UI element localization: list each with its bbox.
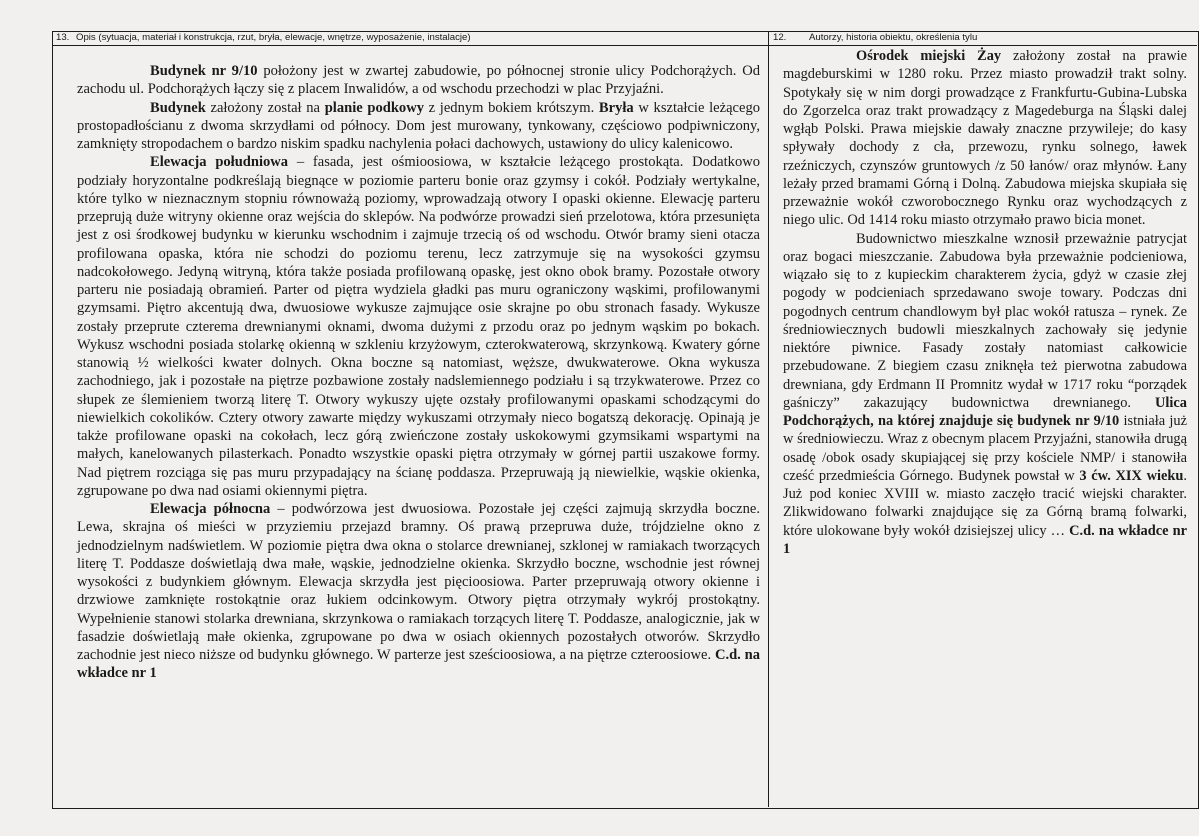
history-section-number: 12. (773, 32, 787, 43)
paragraph-text: założony został na (205, 99, 325, 116)
history-section-title: Autorzy, historia obiektu, określenia tylu (809, 32, 978, 43)
paragraph-text: Budownictwo mieszkalne wznosił przeważnie patrycjat oraz bogaci mieszczanie. Zabudowa była przeważnie podcieniowa, wiązało się to z kupieckim charakterem życia, gdyż w czasie złej pogody w podcieniach sprzedawano swoje towary. Podczas dni pogodnych centrum chandlowym był plac wokół ratusza – rynek. Ze średniowiecznych budowli mieszkalnych zachowały się jedynie niektóre piwnice. Fasady zostały natomiast całkowicie przebudowane. Z biegiem czasu zniknęła też pierwotna zabudowa drewniana, gdy Erdmann II Promnitz wydał w 1717 roku “porządek gaśniczy” zakazujący budownictwa drewnianego. (783, 230, 1187, 411)
paragraph-text: w kształcie leżącego prostopadłościanu z dwoma skrzydłami od północy. Dom jest murowany, tynkowany, częściowo podpiwniczony, zamknięty stropodachem o bardzo niskim spadku nachylenia połaci dachowych, ustawiony do ulicy kalenicowo. (77, 99, 760, 152)
form-frame (52, 31, 1199, 809)
continuation-note: C.d. na wkładce nr 1 (77, 647, 760, 682)
paragraph-text: położony jest w zwartej zabudowie, po północnej stronie ulicy Podchorążych. Od zachodu ul. Podchorążych łączy się z placem Inwalidów, a od wschodu przechodzi w plac Przyjaźni. (77, 63, 760, 98)
emphasis-text: Ulica Podchorążych, na której znajduje się budynek nr 9/10 (783, 394, 1187, 429)
continuation-note: C.d. na wkładce nr 1 (783, 522, 1187, 557)
description-section-number: 13. (56, 32, 70, 43)
north-elevation-heading: Elewacja północna (150, 501, 271, 517)
emphasis-text: Bryła (598, 99, 634, 116)
paragraph-text: – podwórzowa jest dwuosiowa. Pozostałe jej części zajmują skrzydła boczne. Lewa, skrajna oś mieści w przyziemiu przejazd bramny. Oś prawą przepruwa duże, trójdzielne okno z jednodzielnym nadświetlem. W poziomie piętra dwa okna o stolarce drewnianej, szklonej w ramiakach tworzących literę T. Poddasze doświetlają dwa małe, wąskie, jednodzielne okienka. Skrzydło boczne, wschodnie jest równej wysokości z budynkiem głównym. Elewacja skrzydła jest pięcioosiowa. Parter przepruwają otwory okienne i drzwiowe zamknięte rostokątnie oraz łukiem odcinkowym. Otwory piętra otrzymały wykrój prostokątny. Wypełnienie stanowi stolarka drewniana, skrzynkowa o ramiakach torzących literę T. Poddasze, analogicznie, jak w fasadzie doświetlają małe okienka, zgrupowane po dwa w osiach okiennych pozostałych otworów. Skrzydło zachodnie jest nieco niższe od budynku głównego. W parterze jest sześcioosiowa, a na piętrze czteroosiowe. (77, 501, 760, 663)
description-section-title: Opis (sytuacja, materiał i konstrukcja, rzut, bryła, elewacje, wnętrze, wyposażenie, instalacje) (76, 32, 471, 43)
building-number-heading: Budynek nr 9/10 (150, 63, 258, 79)
town-heading: Ośrodek miejski Żay (856, 48, 1002, 64)
paragraph-text: . Już pod koniec XVIII w. miasto zaczęło tracić wiejski charakter. Zlikwidowano folwarki znajdujące się za Górną bramą folwarki, które ulokowane były wokół dzisiejszej ulicy … (783, 467, 1188, 539)
south-elevation-heading: Elewacja południowa (150, 154, 289, 171)
emphasis-text: 3 ćw. XIX wieku (1079, 467, 1184, 484)
emphasis-text: planie podkowy (324, 99, 424, 116)
paragraph-text: – fasada, jest ośmioosiowa, w kształcie leżącego prostokąta. Dodatkowo podziały horyzontalne podkreślają biegnące w poziomie parteru bonie oraz gzymsy i cokół. Podziały wertykalne, które tylko w nieznacznym stopniu równoważą poziomy, wprowadzają otwory I opaski okienne. Elewację parteru przeprują duże witryny okienne oraz wejścia do sklepów. Na podwórze prowadzi sień przelotowa, która przesunięta jest z osi środkowej budynku w kierunku wschodnim i zajmuje trzecią oś od wschodu. Otwór bramy sieni otacza profilowana opaska, która nie schodzi do poziomu terenu, lecz zatrzymuje się na wysokości gzymsu nadcokołowego. Jedyną witryną, która także posiada profilowaną opaskę, jest okno obok bramy. Pozostałe otwory parteru nie posiadają obramień. Parter od piętra wydziela gładki pas muru ograniczony wąskimi, profilowanymi gzymsami. Piętro akcentują dwa, dwuosiowe wykusze zajmujące osie skrajne po obu stronach fasady. Wykusze zostały przeprute czterema drewnianymi oknami, dwoma dużymi z przodu oraz po jednym wąskim po bokach. Wykusz wschodni posiada stolarkę okienną w szkleniu krzyżowym, czterokwaterową, skrzynkową. Kwatery górne stanowią ½ wielkości kwater dolnych. Okna boczne są natomiast, węższe, dwukwaterowe. Okna wykusza zachodniego, jak i pozostałe na piętrze pozbawione zostały nadslemiennego podziału i są trzykwaterowe. Przez co słupek ze ślemieniem tworzą literę T. Otwory wykuszy ujęte ozstały profilowanymi opaskami schodzącymi do niewielkich cokolików. Cztery otwory zawarte między wykuszami otrzymały nieco bogatszą dekorację. Opinają je także profilowane opaski na cokołach, lecz górą zwieńczone zostały uskokowymi gzymsikami wspartymi na małych, kanelowanych pilasterkach. Ponadto wszystkie opaski piętra otrzymały w górnej partii uszakowe formy. Nad piętrem rozciąga się pas muru przypadający na ścianę poddasza. Przepruwają ją niewielkie, wąskie okienka, zgrupowane po dwa nad osiami okiennymi piętra. (77, 154, 760, 499)
paragraph-text: z jednym bokiem krótszym. (423, 99, 599, 116)
paragraph-text: założony został na prawie magdeburskimi w 1280 roku. Przez miasto prowadził trakt solny. Spotykały się w nim dorgi prowadzące z Frankfurtu-Gubina-Lubska do Zgorzelca oraz trakt prowadzący z Magedeburga na Śląski dalej wgłąb Polski. Prawa miejskie dawały znaczne przywileje; do kasy spływały dochody z cła, przewozu, rynku solnego, ławek rzeźniczych, czynszów gruntowych /z 50 łanów/ oraz młynów. Łany leżały przed bramami Górną i Dolną. Zabudowa miejska skupiała się przeważnie wokół czworobocznego Rynku oraz wychodzących z niego ulic. Od 1414 roku miasto otrzymało prawo bicia monet. (783, 48, 1187, 229)
paragraph-text: istniała już w średniowieczu. Wraz z obecnym placem Przyjaźni, stanowiła drugą osadę /obok osady skupiającej się przy kościele NMP/ i stanowiła cześć przedmieścia Górnego. Budynek powstał w (783, 413, 1187, 484)
building-heading: Budynek (150, 99, 206, 116)
